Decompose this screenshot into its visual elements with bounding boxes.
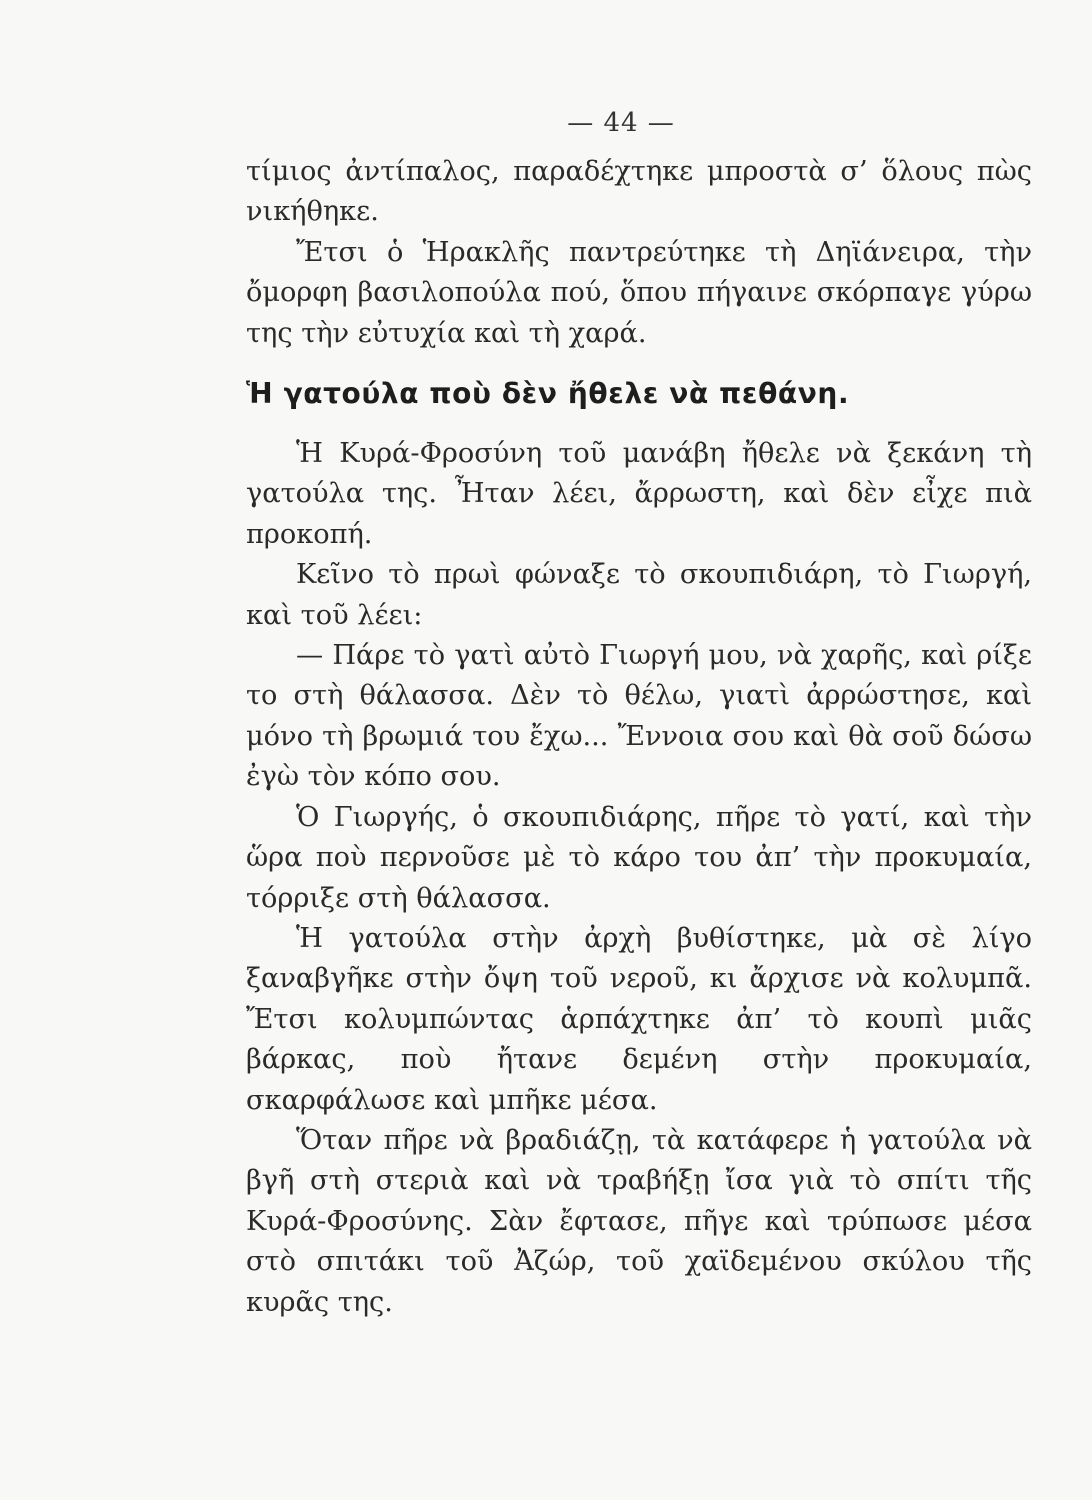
section-title: Ἡ γατούλα ποὺ δὲν ἤθελε νὰ πεθάνη. — [246, 377, 850, 411]
paragraph: Ἔτσι ὁ Ἡρακλῆς παντρεύτηκε τὴ Δηϊάνειρα, τὴν ὄμορφη βασιλοπούλα πού, ὅπου πήγαινε σκόρπαγε γύρω της τὴν εὐτυχία καὶ τὴ χαρά. — [246, 236, 1032, 349]
page-number: — 44 — — [567, 108, 675, 138]
dialogue-paragraph: — Πάρε τὸ γατὶ αὐτὸ Γιωργή μου, νὰ χαρῆς, καὶ ρίξε το στὴ θάλασσα. Δὲν τὸ θέλω, γιατὶ ἀρρώστησε, καὶ μόνο τὴ βρωμιά του ἔχω... Ἔννοια σου καὶ θὰ σοῦ δώσω ἐγὼ τὸν κόπο σου. — [246, 640, 1032, 793]
story-paragraph: Ἡ Κυρά-Φροσύνη τοῦ μανάβη ἤθελε νὰ ξεκάνη τὴ γατούλα της. Ἦταν λέει, ἄρρωστη, καὶ δὲν εἶχε πιὰ προκοπή. — [246, 438, 1032, 550]
story-paragraph: Ὁ Γιωργής, ὁ σκουπιδιάρης, πῆρε τὸ γατί, καὶ τὴν ὥρα ποὺ περνοῦσε μὲ τὸ κάρο του ἀπ’ τὴν προκυμαία, τόρριξε στὴ θάλασσα. — [246, 801, 1032, 914]
story-paragraph: Κεῖνο τὸ πρωὶ φώναξε τὸ σκουπιδιάρη, τὸ Γιωργή, καὶ τοῦ λέει: — [246, 559, 1032, 631]
story-paragraph: Ὅταν πῆρε νὰ βραδιάζῃ, τὰ κατάφερε ἡ γατούλα νὰ βγῆ στὴ στεριὰ καὶ νὰ τραβήξῃ ἴσα γιὰ τὸ σπίτι τῆς Κυρά-Φροσύνης. Σὰν ἔφτασε, πῆγε καὶ τρύπωσε μέσα στὸ σπιτάκι τοῦ Ἀζώρ, τοῦ χαϊδεμένου σκύλου τῆς κυρᾶς της. — [246, 1124, 1032, 1318]
paragraph: τίμιος ἀντίπαλος, παραδέχτηκε μπροστὰ σ’ ὅλους πὼς νικήθηκε. — [246, 156, 1032, 228]
body-text — [246, 152, 1032, 1323]
story-paragraph: Ἡ γατούλα στὴν ἀρχὴ βυθίστηκε, μὰ σὲ λίγο ξαναβγῆκε στὴν ὄψη τοῦ νεροῦ, κι ἄρχισε νὰ κολυμπᾶ. Ἔτσι κολυμπώντας ἁρπάχτηκε ἀπ’ τὸ κουπὶ μιᾶς βάρκας, ποὺ ἤτανε δεμένη στὴν προκυμαία, σκαρφάλωσε καὶ μπῆκε μέσα. — [246, 922, 1032, 1116]
